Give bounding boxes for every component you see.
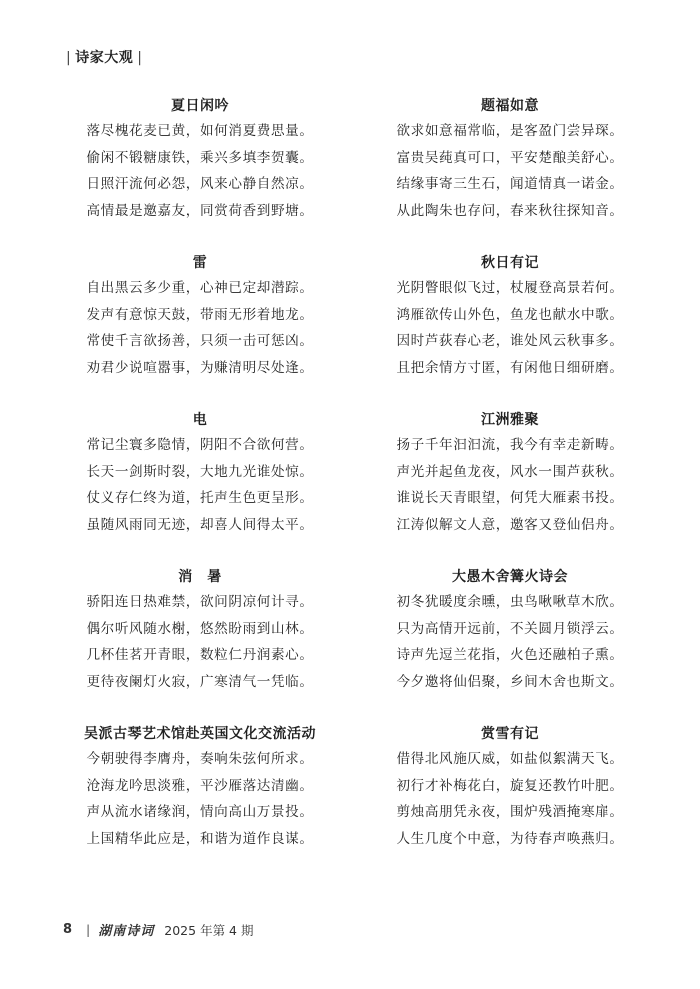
poem-title: 题福如意: [481, 98, 539, 114]
page-number: 8: [63, 922, 73, 937]
poem: [365, 94, 655, 251]
poem-line: 更待夜阑灯火寂，广寒清气一凭临。: [86, 673, 314, 690]
poem: [55, 94, 345, 251]
poem: [365, 722, 655, 879]
poem: [55, 565, 345, 722]
poem-line: 结缘事寄三生石，闻道情真一诺金。: [396, 176, 624, 192]
issue-label: 2025 年第 4 期: [164, 922, 254, 938]
poem-line: 骄阳连日热难禁，欲问阴凉何计寻。: [86, 594, 314, 610]
poem-line: 初冬犹暖度余曛，虫鸟啾啾草木欣。: [396, 594, 624, 610]
poem-line: 高情最是邀嘉友，同赏荷香到野塘。: [86, 202, 314, 219]
poem-title: 雷: [192, 255, 208, 271]
poem-title: 消 暑: [178, 569, 222, 585]
poem-line: 欲求如意福常临，是客盈门尝异琛。: [396, 123, 624, 139]
poem-title: 大愚木舍篝火诗会: [452, 569, 568, 585]
poem-line: 诗声先逗兰花指，火色还融柏子熏。: [396, 647, 624, 663]
poem-line: 虽随风雨同无迹，却喜人间得太平。: [86, 516, 314, 533]
poem-title: 秋日有记: [481, 255, 539, 271]
poem-title: 赏雪有记: [481, 726, 539, 742]
divider: |: [137, 50, 143, 66]
poem-line: 几杯佳茗开青眼，数粒仁丹润素心。: [86, 647, 314, 663]
poem-line: 只为高情开远前，不关圆月锁浮云。: [396, 620, 624, 637]
poem-line: 落尽槐花麦已黄，如何消夏费思量。: [86, 123, 314, 139]
poem-line: 剪烛高朋凭永夜，围炉残酒掩寒扉。: [396, 804, 624, 820]
poem-title: 夏日闲吟: [171, 98, 229, 114]
poem-line: 且把余情方寸匿，有闲他日细研磨。: [396, 359, 624, 376]
poem-line: 光阴瞥眼似飞过，杖履登高景若何。: [396, 280, 624, 296]
section-title: 诗家大观: [75, 50, 134, 66]
right-column: [365, 94, 655, 879]
poem-line: 长天一剑斯时裂，大地九光谁处惊。: [86, 463, 314, 480]
journal-logo: 湖南诗词: [98, 924, 155, 939]
poem: [365, 565, 655, 722]
poem-line: 富贵吴莼真可口，平安楚酿美舒心。: [396, 149, 624, 166]
poem-line: 沧海龙吟思淡雅，平沙雁落达清幽。: [86, 777, 314, 794]
poem-line: 劝君少说喧嚣事，为赚清明尽处逢。: [86, 359, 314, 376]
poem-line: 初行才补梅花白，旋复还教竹叶肥。: [396, 777, 624, 794]
poem-line: 仗义存仁终为道，托声生色更呈形。: [86, 490, 314, 506]
poem-line: 人生几度个中意，为待春声唤燕归。: [396, 830, 624, 847]
divider: |: [86, 922, 91, 937]
poem-line: 声从流水诸缘润，情向高山万景投。: [86, 804, 314, 820]
poem-line: 日照汗流何必怨，风来心静自然凉。: [86, 176, 314, 192]
poem-line: 发声有意惊天鼓，带雨无形着地龙。: [86, 306, 314, 323]
poem: [365, 251, 655, 408]
poem: [55, 722, 345, 879]
poem-line: 今夕邀将仙侣聚，乡间木舍也斯文。: [396, 673, 624, 690]
page-footer: [63, 920, 253, 939]
poem-line: 因时芦荻春心老，谁处风云秋事多。: [396, 333, 624, 349]
poem-title: 江洲雅聚: [481, 412, 539, 428]
poem-line: 扬子千年汩汩流，我今有幸走新畴。: [396, 437, 624, 453]
poem: [55, 251, 345, 408]
poem-line: 偶尔听风随水榭，悠然盼雨到山林。: [86, 620, 314, 637]
poem-line: 上国精华此应是，和谐为道作良谋。: [86, 830, 314, 847]
poem-line: 常记尘寰多隐情，阴阳不合欲何营。: [86, 437, 314, 453]
divider: |: [66, 50, 72, 66]
poem: [365, 408, 655, 565]
poem: [55, 408, 345, 565]
poem-line: 从此陶朱也存问，春来秋往探知音。: [396, 202, 624, 219]
section-header: [62, 47, 146, 67]
poem-line: 声光并起鱼龙夜，风水一围芦荻秋。: [396, 463, 624, 480]
poem-line: 自出黑云多少重，心神已定却潜踪。: [86, 280, 314, 296]
poem-line: 今朝驶得李膺舟，奏响朱弦何所求。: [86, 751, 314, 767]
poem-line: 偷闲不锻糖康铁，乘兴多填李贺囊。: [86, 149, 314, 166]
poem-line: 江涛似解文人意，邀客又登仙侣舟。: [396, 516, 624, 533]
poem-line: 借得北风施仄威，如盐似絮满天飞。: [396, 751, 624, 767]
poem-line: 谁说长天青眼望，何凭大雁素书投。: [396, 490, 624, 506]
poem-title: 电: [192, 412, 208, 428]
poem-line: 鸿雁欲传山外色，鱼龙也献水中歌。: [396, 306, 624, 323]
poem-title: 吴派古琴艺术馆赴英国文化交流活动: [84, 726, 316, 742]
poem-line: 常使千言欲扬善，只须一击可惩凶。: [86, 333, 314, 349]
left-column: [55, 94, 345, 879]
